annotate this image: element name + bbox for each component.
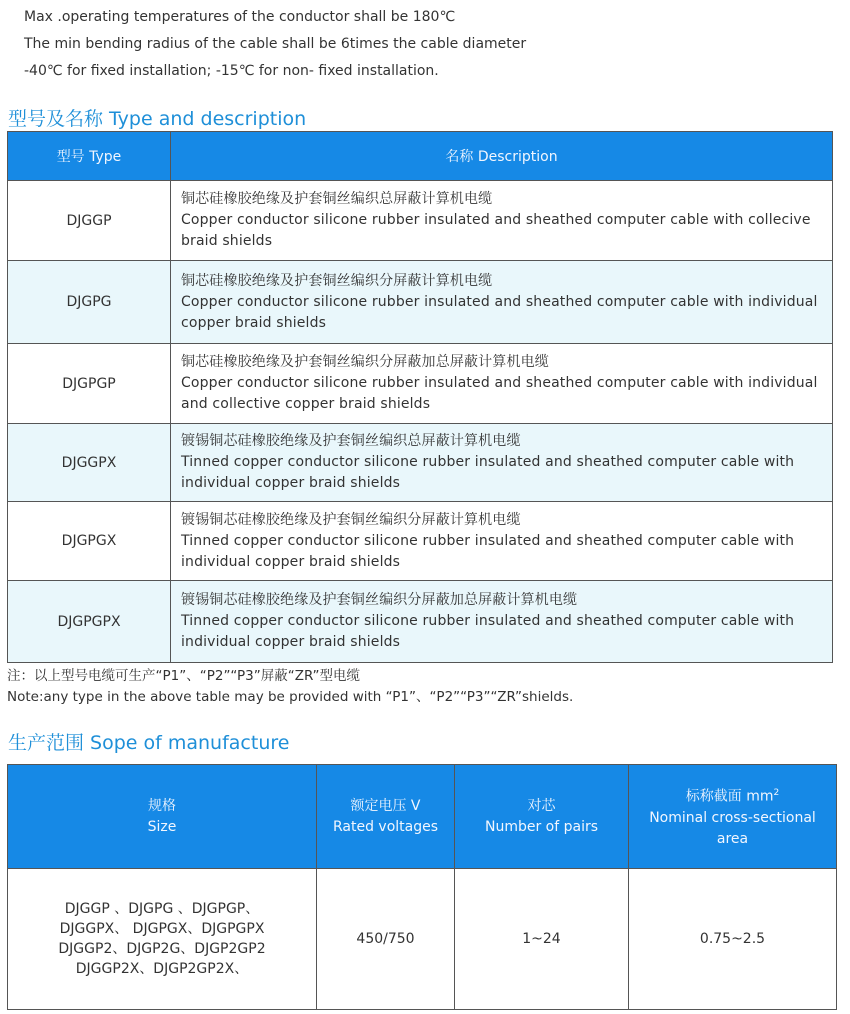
description-cn: 铜芯硅橡胶绝缘及护套铜丝编织分屏蔽加总屏蔽计算机电缆 xyxy=(181,354,549,370)
table-header-row xyxy=(8,765,837,869)
header-voltage-cn: 额定电压 V xyxy=(350,797,421,814)
table-row xyxy=(8,344,833,424)
table-row xyxy=(8,502,833,581)
description-en: Copper conductor silicone rubber insulated and sheathed computer cable with individual copper braid shields xyxy=(181,293,818,331)
header-size xyxy=(8,765,317,869)
type-code: DJGPGP xyxy=(8,344,171,424)
description-en: Copper conductor silicone rubber insulated and sheathed computer cable with collecive braid shields xyxy=(181,212,811,249)
scope-table xyxy=(7,764,837,1010)
description-cn: 铜芯硅橡胶绝缘及护套铜丝编织总屏蔽计算机电缆 xyxy=(181,191,493,207)
section-title-scope: 生产范围 Sope of manufacture xyxy=(8,732,290,754)
header-voltage xyxy=(317,765,455,869)
header-area-en: Nominal cross-sectional area xyxy=(649,809,816,847)
type-code: DJGPGPX xyxy=(8,581,171,663)
section-title-type: 型号及名称 Type and description xyxy=(8,108,307,130)
table-row xyxy=(8,869,837,1010)
type-description xyxy=(171,424,833,502)
table-header-row xyxy=(8,132,833,181)
type-description xyxy=(171,261,833,344)
header-type: 型号 Type xyxy=(8,132,171,181)
header-pairs xyxy=(455,765,629,869)
area-cell: 0.75~2.5 xyxy=(629,869,837,1010)
table-row xyxy=(8,261,833,344)
voltage-cell: 450/750 xyxy=(317,869,455,1010)
size-line: DJGGP2、DJGP2G、DJGP2GP2 xyxy=(58,941,266,957)
header-area xyxy=(629,765,837,869)
description-en: Tinned copper conductor silicone rubber insulated and sheathed computer cable with individual copper braid shields xyxy=(181,454,795,491)
type-description xyxy=(171,181,833,261)
size-line: DJGGP2X、DJGP2GP2X、 xyxy=(75,961,249,977)
pairs-cell: 1~24 xyxy=(455,869,629,1010)
table-row xyxy=(8,424,833,502)
header-area-sup: 2 xyxy=(773,788,780,799)
description-en: Tinned copper conductor silicone rubber insulated and sheathed computer cable with individual copper braid shields xyxy=(181,613,795,650)
table-notes xyxy=(7,666,573,708)
header-area-cn-text: 标称截面 mm xyxy=(685,788,774,805)
description-cn: 镀锡铜芯硅橡胶绝缘及护套铜丝编织分屏蔽加总屏蔽计算机电缆 xyxy=(181,592,578,608)
header-size-cn: 规格 xyxy=(148,797,176,814)
header-pairs-cn: 对芯 xyxy=(527,797,556,814)
header-pairs-en: Number of pairs xyxy=(484,818,599,835)
type-description xyxy=(171,581,833,663)
table-row xyxy=(8,181,833,261)
type-code: DJGGP xyxy=(8,181,171,261)
intro-line: Max .operating temperatures of the conductor shall be 180℃ xyxy=(24,9,456,25)
description-en: Tinned copper conductor silicone rubber insulated and sheathed computer cable with individual copper braid shields xyxy=(181,532,795,570)
size-line: DJGGPX、 DJGPGX、DJGPGPX xyxy=(59,921,265,937)
type-code: DJGPG xyxy=(8,261,171,344)
intro-line: The min bending radius of the cable shall be 6times the cable diameter xyxy=(24,36,527,52)
note-en: Note:any type in the above table may be provided with “P1”、“P2”“P3”“ZR”shields. xyxy=(7,689,574,705)
type-description-table xyxy=(7,131,833,663)
size-line: DJGGP 、DJGPG 、DJGPGP、 xyxy=(64,901,260,917)
description-en: Copper conductor silicone rubber insulated and sheathed computer cable with individual and collective copper braid shields xyxy=(181,375,818,412)
size-cell xyxy=(8,869,317,1010)
header-voltage-en: Rated voltages xyxy=(332,818,439,835)
description-cn: 镀锡铜芯硅橡胶绝缘及护套铜丝编织分屏蔽计算机电缆 xyxy=(181,511,521,528)
note-cn: 注：以上型号电缆可生产“P1”、“P2”“P3”屏蔽“ZR”型电缆 xyxy=(7,668,360,684)
intro-text xyxy=(24,4,526,85)
intro-line: -40℃ for fixed installation; -15℃ for non- fixed installation. xyxy=(24,63,439,79)
description-cn: 镀锡铜芯硅橡胶绝缘及护套铜丝编织总屏蔽计算机电缆 xyxy=(181,433,521,449)
table-row xyxy=(8,581,833,663)
type-description xyxy=(171,344,833,424)
type-code: DJGPGX xyxy=(8,502,171,581)
header-size-en: Size xyxy=(147,818,177,835)
header-area-cn xyxy=(635,783,830,808)
header-description: 名称 Description xyxy=(171,132,833,181)
type-description xyxy=(171,502,833,581)
type-code: DJGGPX xyxy=(8,424,171,502)
description-cn: 铜芯硅橡胶绝缘及护套铜丝编织分屏蔽计算机电缆 xyxy=(181,272,493,289)
